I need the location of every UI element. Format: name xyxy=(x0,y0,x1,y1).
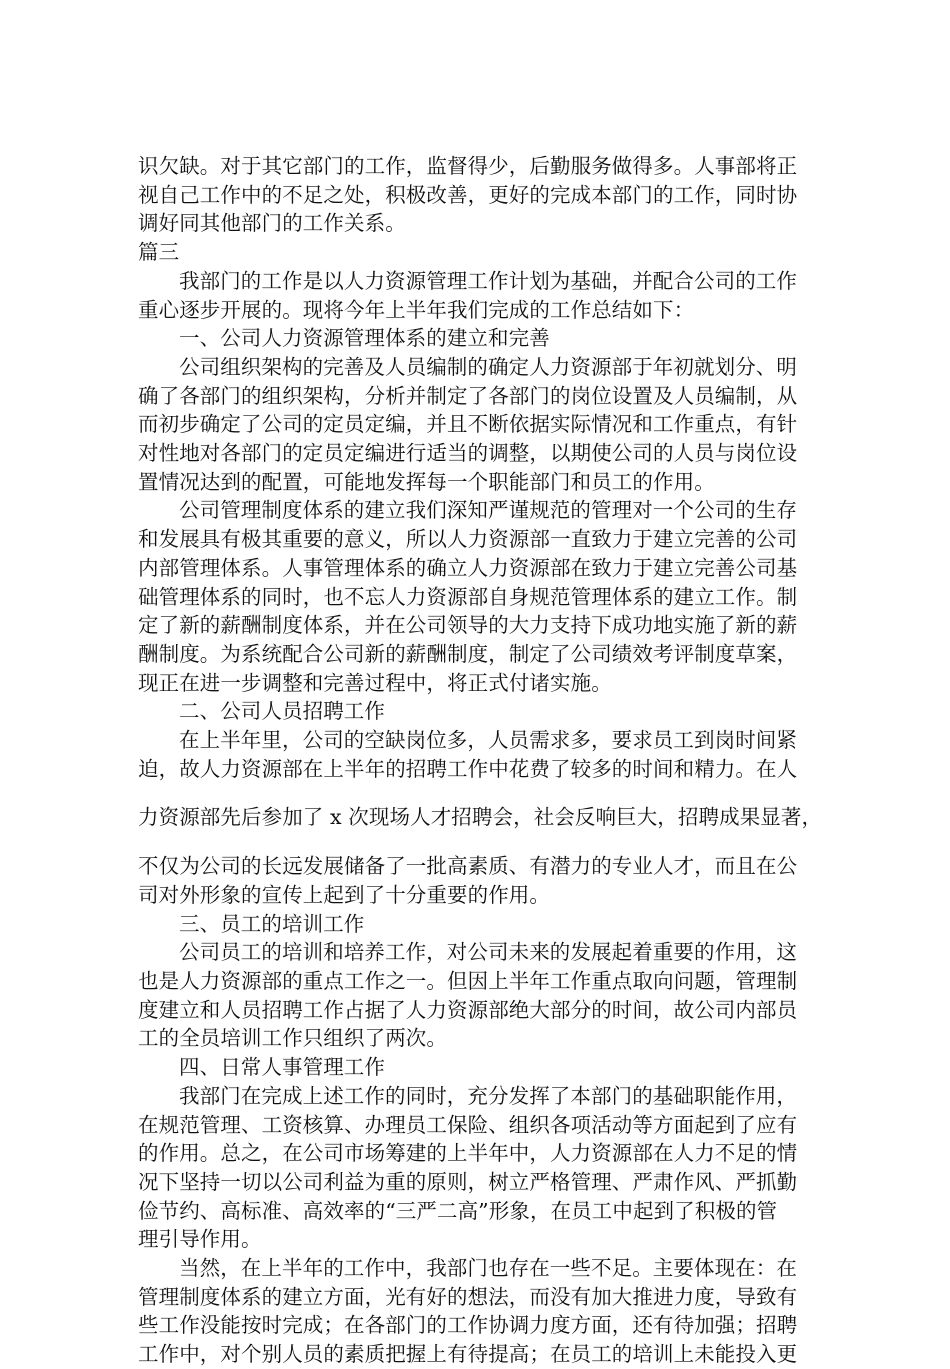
text-line: 内部管理体系。人事管理体系的确立人力资源部在致力于建立完善公司基 xyxy=(138,555,798,580)
text-line: 而初步确定了公司的定员定编，并且不断依据实际情况和工作重点，有针 xyxy=(138,412,798,437)
text-line: 酬制度。为系统配合公司新的薪酬制度，制定了公司绩效考评制度草案， xyxy=(138,641,798,666)
text-line: 力资源部先后参加了 x 次现场人才招聘会，社会反响巨大，招聘成果显著， xyxy=(138,805,823,830)
paragraph-start: 公司员工的培训和培养工作，对公司未来的发展起着重要的作用，这 xyxy=(179,940,797,965)
text-line: 置情况达到的配置，可能地发挥每一个职能部门和员工的作用。 xyxy=(138,469,715,494)
text-line: 况下坚持一切以公司利益为重的原则，树立严格管理、严肃作风、严抓勤 xyxy=(138,1169,798,1194)
text-line: 度建立和人员招聘工作占据了人力资源部绝大部分的时间，故公司内部员 xyxy=(138,997,798,1022)
text-line: 的作用。总之，在公司市场筹建的上半年中，人力资源部在人力不足的情 xyxy=(138,1141,798,1166)
paragraph-start: 公司组织架构的完善及人员编制的确定人力资源部于年初就划分、明 xyxy=(179,354,797,379)
text-line: 理引导作用。 xyxy=(138,1227,262,1252)
text-line: 不仅为公司的长远发展储备了一批高素质、有潜力的专业人才，而且在公 xyxy=(138,854,798,879)
heading-1: 一、公司人力资源管理体系的建立和完善 xyxy=(179,326,550,351)
text-line: 也是人力资源部的重点工作之一。但因上半年工作重点取向问题，管理制 xyxy=(138,968,798,993)
text-line: 和发展具有极其重要的意义，所以人力资源部一直致力于建立完善的公司 xyxy=(138,527,798,552)
text-line: 在规范管理、工资核算、办理员工保险、组织各项活动等方面起到了应有 xyxy=(138,1112,798,1137)
text-line: 迫，故人力资源部在上半年的招聘工作中花费了较多的时间和精力。在人 xyxy=(138,756,798,781)
text-line: 识欠缺。对于其它部门的工作，监督得少，后勤服务做得多。人事部将正 xyxy=(138,154,798,178)
heading-4: 四、日常人事管理工作 xyxy=(179,1055,385,1080)
text-line: 定了新的薪酬制度体系，并在公司领导的大力支持下成功地实施了新的薪 xyxy=(138,613,798,638)
text-line: 司对外形象的宣传上起到了十分重要的作用。 xyxy=(138,882,550,907)
paragraph-start: 我部门在完成上述工作的同时，充分发挥了本部门的基础职能作用， xyxy=(179,1083,797,1108)
text-line: 些工作没能按时完成；在各部门的工作协调力度方面，还有待加强；招聘 xyxy=(138,1313,798,1338)
text-line: 重心逐步开展的。现将今年上半年我们完成的工作总结如下： xyxy=(138,297,695,322)
paragraph-start: 公司管理制度体系的建立我们深知严谨规范的管理对一个公司的生存 xyxy=(179,498,797,523)
section-title: 篇三 xyxy=(138,240,180,265)
text-line: 础管理体系的同时，也不忘人力资源部自身规范管理体系的建立工作。制 xyxy=(138,584,798,609)
text-line: 调好同其他部门的工作关系。 xyxy=(138,211,406,236)
paragraph-start: 当然，在上半年的工作中，我部门也存在一些不足。主要体现在：在 xyxy=(179,1256,797,1281)
text-line: 工作中，对个别人员的素质把握上有待提高；在员工的培训上未能投入更 xyxy=(138,1342,798,1367)
text-line: 俭节约、高标准、高效率的“三严二高”形象，在员工中起到了积极的管 xyxy=(138,1198,778,1223)
text-line: 现正在进一步调整和完善过程中，将正式付诸实施。 xyxy=(138,670,612,695)
text-line: 工的全员培训工作只组织了两次。 xyxy=(138,1026,447,1051)
text-line: 确了各部门的组织架构，分析并制定了各部门的岗位设置及人员编制，从 xyxy=(138,383,798,408)
heading-2: 二、公司人员招聘工作 xyxy=(179,699,385,724)
text-line: 对性地对各部门的定员定编进行适当的调整，以期使公司的人员与岗位设 xyxy=(138,441,798,466)
text-line: 视自己工作中的不足之处，积极改善，更好的完成本部门的工作，同时协 xyxy=(138,182,798,207)
paragraph-start: 在上半年里，公司的空缺岗位多，人员需求多，要求员工到岗时间紧 xyxy=(179,728,797,753)
text-line: 管理制度体系的建立方面，光有好的想法，而没有加大推进力度，导致有 xyxy=(138,1284,798,1309)
heading-3: 三、员工的培训工作 xyxy=(179,911,365,936)
document-body xyxy=(138,152,850,1369)
paragraph-start: 我部门的工作是以人力资源管理工作计划为基础，并配合公司的工作 xyxy=(179,268,797,293)
